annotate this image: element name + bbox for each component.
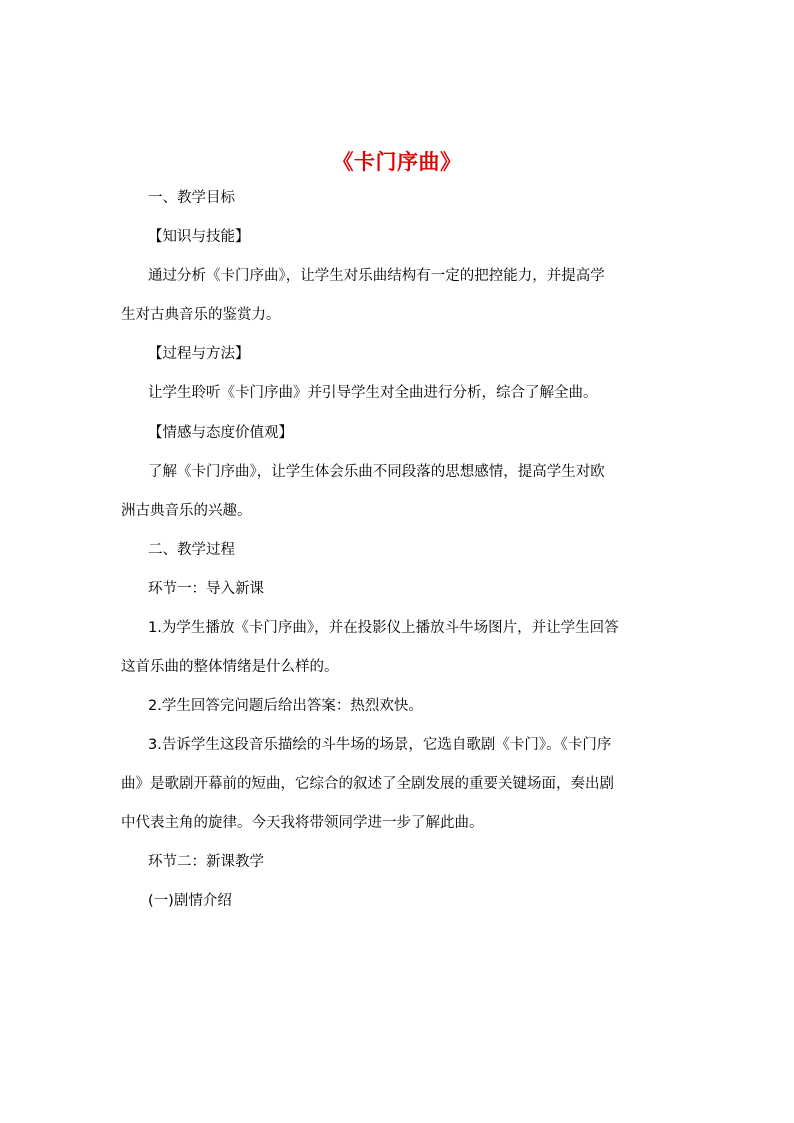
paragraph-line: 1.为学生播放《卡门序曲》，并在投影仪上播放斗牛场图片，并让学生回答 (148, 620, 619, 636)
page-title: 《卡门序曲》 (332, 150, 462, 174)
subheading-step-one: 环节一：导入新课 (148, 581, 264, 597)
paragraph-line: 3.告诉学生这段音乐描绘的斗牛场的场景，它选自歌剧《卡门》。《卡门序 (148, 737, 612, 753)
paragraph-line: 曲》是歌剧开幕前的短曲，它综合的叙述了全剧发展的重要关键场面，奏出剧 (121, 776, 614, 792)
subheading-knowledge-skills: 【知识与技能】 (148, 229, 250, 245)
paragraph-line: 让学生聆听《卡门序曲》并引导学生对全曲进行分析，综合了解全曲。 (148, 385, 598, 401)
paragraph-line: 这首乐曲的整体情绪是什么样的。 (121, 659, 339, 675)
paragraph-line: 通过分析《卡门序曲》，让学生对乐曲结构有一定的把控能力，并提高学 (148, 268, 605, 284)
paragraph-line: 2.学生回答完问题后给出答案：热烈欢快。 (148, 698, 423, 714)
subheading-plot-intro: (一)剧情介绍 (148, 893, 232, 909)
section-heading-objectives: 一、教学目标 (148, 190, 235, 206)
paragraph-line: 中代表主角的旋律。今天我将带领同学进一步了解此曲。 (121, 815, 484, 831)
section-heading-process: 二、教学过程 (148, 542, 235, 558)
subheading-step-two: 环节二：新课教学 (148, 854, 264, 870)
paragraph-line: 生对古典音乐的鉴赏力。 (121, 307, 281, 323)
paragraph-line: 了解《卡门序曲》，让学生体会乐曲不同段落的思想感情，提高学生对欧 (148, 464, 605, 480)
subheading-process-methods: 【过程与方法】 (148, 346, 250, 362)
paragraph-line: 洲古典音乐的兴趣。 (121, 503, 252, 519)
subheading-emotion-values: 【情感与态度价值观】 (148, 425, 293, 441)
